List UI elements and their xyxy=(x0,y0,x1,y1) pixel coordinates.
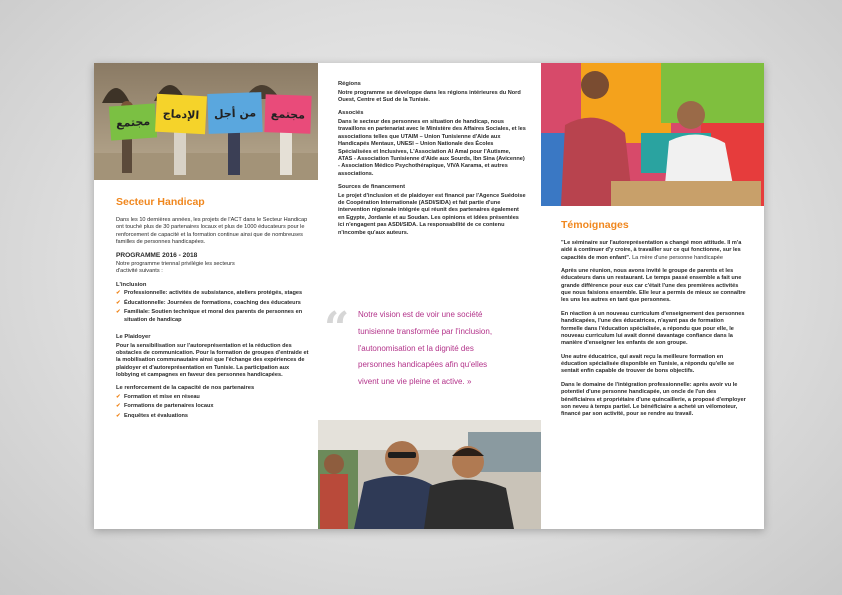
check-icon: ✔ xyxy=(116,299,121,306)
photo-two-men xyxy=(318,420,541,529)
photo-craft-workshop xyxy=(541,63,764,206)
capacity-list xyxy=(116,394,312,420)
associes-title: Associés xyxy=(338,110,364,117)
secteur-text xyxy=(116,196,312,426)
plaidoyer-text: Pour la sensibilisation sur l'autoreprésentation et la réduction des obstacles de communication. Pour la formation de groupes d'entraide et la mobilisation communautaire ainsi que l'échange des expériences de plaidoyer et d'autoreprésentation en Tunisie. La participation aux lobbying et campagnes en faveur des personnes handicapées. xyxy=(116,342,309,379)
list-item: ✔ Familiale: Soutien technique et moral des parents de personnes en situation de handicap xyxy=(116,309,303,323)
sign-blue: من أجل xyxy=(207,92,262,134)
sign-green: مجتمع xyxy=(109,103,157,140)
temoignages-title: Témoignages xyxy=(561,219,629,231)
regions-title: Régions xyxy=(338,81,361,87)
testimonial-3: En réaction à un nouveau curriculum d'enseignement des personnes handicapées, l'une des éducatrices, n'ayant pas de formation formelle dans l'éducation spécialisée, a répondu que pour elle, le nouveau curriculum lui avait donné davantage confiance dans la manière d'enseigner les enfants de son groupe. xyxy=(561,310,745,347)
testimonial-2: Après une réunion, nous avons invité le groupe de parents et les éducateurs dans un restaurant. Le temps passé ensemble a fait une grande différence pour eux car c'était l'une des premières activités que nous faisions ensemble. Elle leur a permis de mieux se connaître les uns les autres en tant que personnes. xyxy=(561,267,746,304)
program-title: PROGRAMME 2016 - 2018 xyxy=(116,252,198,260)
program-intro: Notre programme triennal privilégie les secteurs d'activité suivants : xyxy=(116,261,235,275)
list-item: ✔ Éducationnelle: Journées de formations, coaching des éducateurs xyxy=(116,299,301,306)
regions-text: Notre programme se développe dans les régions intérieures du Nord Ouest, Centre et Sud de la Tunisie. xyxy=(338,89,521,104)
panel-regions-associes xyxy=(318,63,541,529)
check-icon: ✔ xyxy=(116,309,121,316)
secteur-intro: Dans les 10 dernières années, les projets de l'ACT dans le Secteur Handicap ont touché plus de 30 partenaires locaux et plus de 1000 éducateurs pour le renforcement de capacité et la formation continue ainsi que de nombreuses familles de personnes handicapées. xyxy=(116,216,308,245)
associes-text: Dans le secteur des personnes en situation de handicap, nous travaillons en partenariat avec le Ministère des Affaires Sociales, et les associations telles que UTAIM – Union Tunisienne d'Aide aux Handicapés Mentaux, UNESI – Union Nationale des Écoles Spécialisées et Inclusives, L'Association Al Amal pour l'Autisme, ATAS - Association Tunisienne d'Aide aux Sourds, Ibn Sina (Avicenne) - Association Médico Psychothérapique, VIVA Karama, et autres associations. xyxy=(338,119,526,177)
list-item: ✔ Formations de partenaires locaux xyxy=(116,403,214,410)
list-item: ✔ Enquêtes et évaluations xyxy=(116,412,189,419)
inclusion-list xyxy=(116,290,312,324)
sources-title: Sources de financement xyxy=(338,184,406,191)
sign-yellow: الإدماج xyxy=(155,94,207,135)
capacity-title: Le renforcement de la capacité de nos partenaires xyxy=(116,385,255,392)
panel-secteur-handicap xyxy=(94,63,318,529)
check-icon: ✔ xyxy=(116,394,121,401)
quote-mark-icon: “ xyxy=(324,303,350,354)
list-item: ✔ Formation et mise en réseau xyxy=(116,394,200,401)
list-item: ✔ Professionnelle: activités de subsistance, ateliers protégés, stages xyxy=(116,290,303,297)
sources-text: Le projet d'inclusion et de plaidoyer est financé par l'Agence Suédoise de Coopération Internationale (ASDI/SIDA) et fait partie d'une intervention régionale intégrée qui réunit des partenaires également en Egypte, Jordanie et au Soudan. Les opinions et idées présentées ici n'engagent pas ASDI/SIDA. La responsabilité de ce contenu n'incombe qu'aux auteurs. xyxy=(338,192,526,236)
secteur-title: Secteur Handicap xyxy=(116,196,205,208)
inclusion-title: L'inclusion xyxy=(116,281,147,288)
testimonial-1: "Le séminaire sur l'autoreprésentation a changé mon attitude. Il m'a aidé à continuer d'y croire, à travailler sur ce qui fonctionne, sur les capacités de mon enfant". La mère d'une personne handicapée xyxy=(561,239,742,261)
check-icon: ✔ xyxy=(116,412,121,419)
check-icon: ✔ xyxy=(116,290,121,297)
photo-protest-signs xyxy=(94,63,318,180)
photo-two-men-art xyxy=(318,420,541,529)
check-icon: ✔ xyxy=(116,403,121,410)
plaidoyer-title: Le Plaidoyer xyxy=(116,333,151,340)
vision-quote: Notre vision est de voir une société tunisienne transformée par l'inclusion, l'autonomisation et la dignité des personnes handicapées afin qu'elles vivent une vie pleine et active. » xyxy=(358,310,493,387)
temoignages-text xyxy=(561,219,747,425)
sign-pink: مجتمع xyxy=(264,94,311,134)
brochure-spread xyxy=(94,63,764,529)
testimonial-4: Une autre éducatrice, qui avait reçu la meilleure formation en éducation spécialisée disponible en Tunisie, a répondu qu'elle se sentait enfin capable de trouver de bons objectifs. xyxy=(561,353,735,375)
panel-temoignages xyxy=(541,63,764,529)
testimonial-5: Dans le domaine de l'intégration professionnelle: après avoir vu le potentiel d'une personne handicapée, un oncle de l'un des bénéficiaires et propriétaire d'une quincaillerie, a proposé d'employer son neveu à temps partiel. Le bénéficiaire a acheté un vélomoteur, financé par son activité, pour se rendre au travail. xyxy=(561,381,746,418)
panel2-text xyxy=(338,81,526,243)
photo-craft-workshop-art xyxy=(541,63,764,206)
